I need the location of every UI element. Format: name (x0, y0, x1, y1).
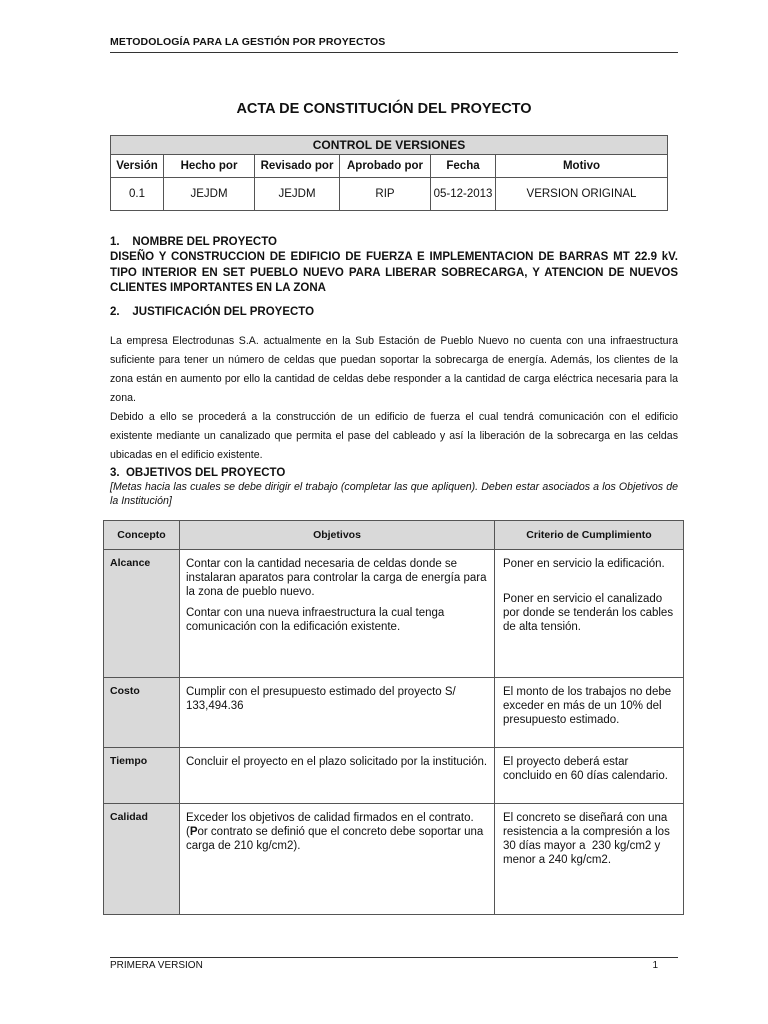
criterion-text: Poner en servicio el canalizado por donde se tenderán los cables de alta tensión. (503, 593, 674, 633)
section2-heading: 2. JUSTIFICACIÓN DEL PROYECTO (110, 306, 315, 318)
section3-heading: 3. OBJETIVOS DEL PROYECTO (110, 467, 286, 479)
concept-calidad: Calidad (104, 804, 180, 915)
cell-aprobado-por: RIP (340, 178, 431, 211)
criterion-text: El concreto se diseñará con una resistencia a la compresión a los 30 días mayor a 230 kg/cm2 y menor a 240 kg/cm2. (503, 812, 674, 866)
document-title: ACTA DE CONSTITUCIÓN DEL PROYECTO (236, 101, 532, 117)
page-header: METODOLOGÍA PARA LA GESTIÓN POR PROYECTOS (110, 36, 386, 48)
cell-revisado-por: JEJDM (255, 178, 340, 211)
table-row (104, 678, 684, 748)
justification-paragraph: Debido a ello se procederá a la construcción de un edificio de fuerza el cual tendrá comunicación con el edificio existente mediante un canalizado que permita el pase del cableado y así la liberación de la sobrecarga en las celdas ubicadas en el edificio existente. (110, 411, 678, 461)
col-concepto: Concepto (104, 521, 180, 550)
col-motivo: Motivo (496, 155, 668, 178)
footer-label: PRIMERA VERSION (110, 960, 203, 971)
concept-tiempo: Tiempo (104, 748, 180, 804)
version-control-caption: CONTROL DE VERSIONES (111, 136, 668, 155)
cell-fecha: 05-12-2013 (431, 178, 496, 211)
objective-text: Contar con la cantidad necesaria de celdas donde se instalaran aparatos para controlar la carga de energía para la zona de pueblo nuevo. (186, 558, 487, 598)
objective-text: Cumplir con el presupuesto estimado del proyecto S/ 133,494.36 (186, 686, 456, 712)
version-control-table (110, 135, 668, 211)
col-criterio: Criterio de Cumplimiento (495, 521, 684, 550)
page-number: 1 (652, 960, 658, 971)
col-version: Versión (111, 155, 164, 178)
col-hecho-por: Hecho por (164, 155, 255, 178)
criterion-text: Poner en servicio la edificación. (503, 558, 665, 570)
table-row (104, 748, 684, 804)
cell-hecho-por: JEJDM (164, 178, 255, 211)
justification-paragraph: La empresa Electrodunas S.A. actualmente en la Sub Estación de Pueblo Nuevo no cuenta con una infraestructura suficiente para tener un número de celdas que puedan soportar la sobrecarga de energía. Además, los clientes de la zona están en aumento por ello la cantidad de celdas debe responder a la cantidad de carga eléctrica necesaria para la zona. (110, 335, 678, 404)
concept-alcance: Alcance (104, 550, 180, 678)
objective-text: Contar con una nueva infraestructura la cual tenga comunicación con la edificación existente. (186, 607, 445, 633)
objective-text: Concluir el proyecto en el plazo solicitado por la institución. (186, 756, 488, 768)
cell-motivo: VERSION ORIGINAL (496, 178, 668, 211)
col-revisado-por: Revisado por (255, 155, 340, 178)
cell-version: 0.1 (111, 178, 164, 211)
justification-body (110, 332, 678, 465)
col-aprobado-por: Aprobado por (340, 155, 431, 178)
table-row (111, 178, 668, 211)
criterion-text: El monto de los trabajos no debe exceder en más de un 10% del presupuesto estimado. (503, 686, 672, 726)
objectives-table (103, 520, 684, 915)
table-row (104, 804, 684, 915)
section1-heading: 1. NOMBRE DEL PROYECTO (110, 236, 277, 248)
concept-costo: Costo (104, 678, 180, 748)
col-fecha: Fecha (431, 155, 496, 178)
header-rule (110, 52, 678, 53)
objective-text: Exceder los objetivos de calidad firmados en el contrato. (Por contrato se definió que el concreto debe soportar una carga de 210 kg/cm2). (186, 812, 484, 852)
objectives-note: [Metas hacia las cuales se debe dirigir el trabajo (completar las que apliquen). Deben estar asociados a los Objetivos de la Institución] (110, 481, 678, 507)
col-objetivos: Objetivos (180, 521, 495, 550)
criterion-text: El proyecto deberá estar concluido en 60 días calendario. (503, 756, 668, 782)
table-row (104, 550, 684, 678)
project-name: DISEÑO Y CONSTRUCCION DE EDIFICIO DE FUERZA E IMPLEMENTACION DE BARRAS MT 22.9 kV. TIPO INTERIOR EN SET PUEBLO NUEVO PARA LIBERAR SOBRECARGA, Y ATENCION DE NUEVOS CLIENTES IMPORTANTES EN LA ZONA (110, 251, 678, 294)
footer-rule (110, 957, 678, 958)
